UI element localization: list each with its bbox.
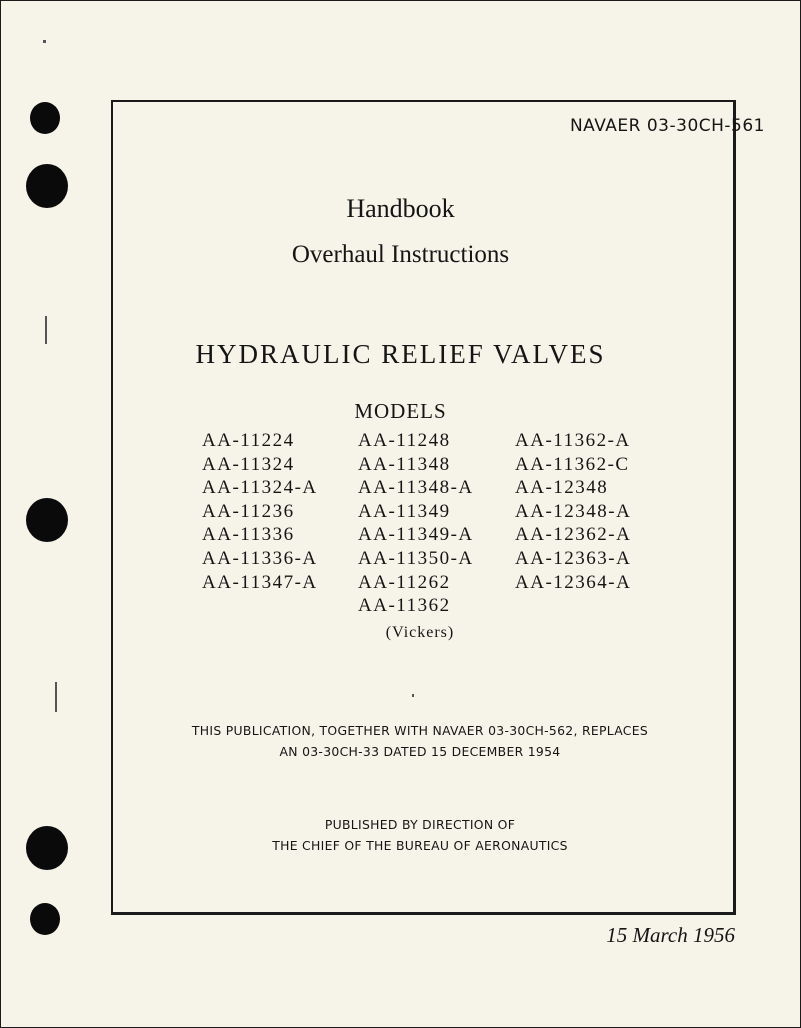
model-number: AA-12364-A bbox=[515, 571, 632, 593]
model-number: AA-11348-A bbox=[358, 477, 474, 499]
supersedes-notice bbox=[0, 720, 801, 762]
models-column-3 bbox=[515, 429, 631, 594]
publishing-authority bbox=[0, 814, 801, 856]
model-number: AA-11362-A bbox=[515, 430, 631, 451]
model-number: AA-11224 bbox=[202, 430, 295, 451]
subtitle: Overhaul Instructions bbox=[291, 241, 510, 268]
punch-hole-3 bbox=[26, 498, 68, 542]
manufacturer: (Vickers) bbox=[385, 624, 455, 641]
scan-mark bbox=[43, 40, 46, 43]
model-number: AA-12363-A bbox=[515, 547, 632, 569]
model-number: AA-12362-A bbox=[515, 524, 632, 546]
model-number: AA-12348-A bbox=[515, 500, 632, 522]
model-number: AA-11248 bbox=[358, 430, 451, 451]
publication-date: 15 March 1956 bbox=[606, 923, 735, 947]
model-number: AA-11336-A bbox=[202, 547, 318, 569]
model-number: AA-11324 bbox=[202, 453, 295, 475]
model-number: AA-11362 bbox=[358, 595, 451, 617]
punch-hole-5 bbox=[30, 903, 60, 935]
punch-hole-1 bbox=[30, 102, 60, 134]
model-number: AA-12348 bbox=[515, 477, 609, 499]
model-number: AA-11336 bbox=[202, 524, 295, 546]
models-column-2 bbox=[358, 429, 474, 618]
document-title: HYDRAULIC RELIEF VALVES bbox=[195, 339, 606, 369]
model-number: AA-11362-C bbox=[515, 453, 630, 475]
model-number: AA-11349-A bbox=[358, 524, 474, 546]
authority-line-2: THE CHIEF OF THE BUREAU OF AERONAUTICS bbox=[272, 838, 568, 853]
model-number: AA-11347-A bbox=[202, 571, 318, 593]
handbook-heading: Handbook bbox=[346, 194, 455, 223]
model-number: AA-11324-A bbox=[202, 477, 318, 499]
authority-line-1: PUBLISHED BY DIRECTION OF bbox=[324, 817, 516, 832]
scan-mark bbox=[55, 682, 57, 712]
model-number: AA-11262 bbox=[358, 571, 451, 593]
models-column-1 bbox=[202, 429, 318, 594]
models-heading: MODELS bbox=[354, 399, 447, 423]
model-number: AA-11349 bbox=[358, 500, 451, 522]
supersedes-line-1: THIS PUBLICATION, TOGETHER WITH NAVAER 03-30CH-562, REPLACES bbox=[191, 723, 649, 738]
model-number: AA-11350-A bbox=[358, 547, 474, 569]
model-number: AA-11348 bbox=[358, 453, 451, 475]
document-number: NAVAER 03-30CH-561 bbox=[569, 116, 765, 136]
model-number: AA-11236 bbox=[202, 500, 295, 522]
supersedes-line-2: AN 03-30CH-33 DATED 15 DECEMBER 1954 bbox=[279, 744, 561, 759]
